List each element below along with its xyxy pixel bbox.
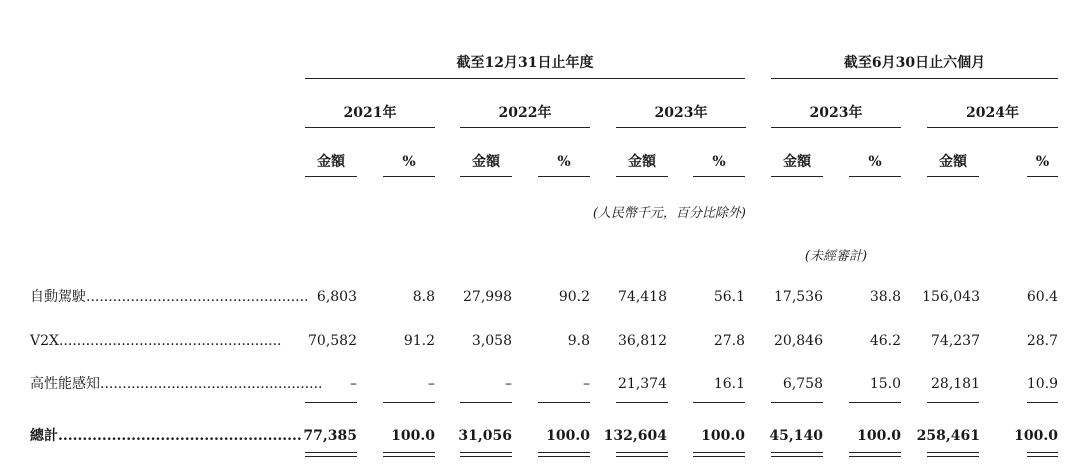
year-rule-2023	[616, 127, 746, 128]
subtotal-rule	[538, 402, 590, 403]
year-header-2022: 2022年	[498, 105, 552, 121]
subheader-underline	[849, 176, 901, 177]
table-cell: 36,812	[618, 333, 667, 349]
table-cell: –	[428, 376, 435, 392]
total-double-rule	[460, 452, 512, 457]
year-rule-2021	[305, 127, 435, 128]
table-cell: 3,058	[471, 333, 512, 349]
table-cell: 100.0	[857, 428, 901, 444]
row-label-text: 總計	[30, 428, 58, 444]
percent-subheader: %	[712, 154, 726, 170]
row-label-text: V2X	[30, 333, 59, 349]
table-cell: 91.2	[403, 333, 435, 349]
subtotal-rule	[771, 402, 823, 403]
amount-subheader: 金額	[783, 154, 811, 170]
table-cell: 17,536	[774, 289, 823, 305]
total-double-rule	[1027, 452, 1058, 457]
year-rule-2022	[460, 127, 590, 128]
percent-subheader: %	[557, 154, 571, 170]
table-cell: 70,582	[308, 333, 357, 349]
table-cell: 20,846	[774, 333, 823, 349]
dot-leader: ..................................................	[86, 289, 309, 305]
table-cell: 100.0	[546, 428, 590, 444]
table-cell: 100.0	[391, 428, 435, 444]
subtotal-rule	[1027, 402, 1058, 403]
subtotal-rule	[927, 402, 979, 403]
total-double-rule	[616, 452, 668, 457]
dot-leader: ..................................................	[58, 333, 282, 349]
percent-subheader: %	[1035, 154, 1050, 170]
subtotal-rule	[305, 402, 357, 403]
subheader-underline	[1027, 176, 1058, 177]
total-double-rule	[538, 452, 590, 457]
table-cell: 38.8	[869, 289, 901, 305]
subtotal-rule	[849, 402, 901, 403]
dot-leader: ..................................................	[58, 428, 302, 444]
year-header-2024-h1: 2024年	[966, 105, 1019, 121]
table-cell: 15.0	[869, 376, 901, 392]
subheader-underline	[305, 176, 357, 177]
table-cell: 60.4	[1026, 289, 1058, 305]
subheader-underline	[383, 176, 435, 177]
table-cell: 6,758	[782, 376, 823, 392]
table-cell: 31,056	[458, 428, 512, 444]
subheader-underline	[616, 176, 668, 177]
total-double-rule	[849, 452, 901, 457]
subheader-underline	[538, 176, 590, 177]
table-cell: 16.1	[713, 376, 745, 392]
year-rule-2024-h1	[927, 127, 1058, 128]
row-label-text: 高性能感知	[30, 376, 100, 392]
subtotal-rule	[693, 402, 745, 403]
subtotal-rule	[460, 402, 512, 403]
table-cell: 46.2	[869, 333, 901, 349]
table-cell: 132,604	[603, 428, 667, 444]
year-rule-2023-h1	[771, 127, 901, 128]
subheader-underline	[771, 176, 823, 177]
table-cell: 156,043	[922, 289, 980, 305]
unaudited-note: (未經審計)	[804, 249, 868, 264]
row-label-text: 自動駕駛	[30, 289, 86, 305]
table-cell: 100.0	[701, 428, 745, 444]
table-cell: –	[350, 376, 357, 392]
header-group-year-rule	[305, 78, 745, 79]
amount-subheader: 金額	[317, 154, 345, 170]
total-double-rule	[305, 452, 357, 457]
table-cell: 8.8	[412, 289, 435, 305]
percent-subheader: %	[868, 154, 882, 170]
table-cell: 28,181	[931, 376, 980, 392]
amount-subheader: 金額	[472, 154, 500, 170]
subtotal-rule	[383, 402, 435, 403]
amount-subheader: 金額	[628, 154, 656, 170]
percent-subheader: %	[402, 154, 416, 170]
table-cell: 90.2	[558, 289, 590, 305]
row-label-total	[30, 427, 302, 445]
subheader-underline	[693, 176, 745, 177]
header-group-six-months: 截至6月30日止六個月	[843, 55, 986, 71]
year-header-2021: 2021年	[343, 105, 397, 121]
table-cell: 45,140	[769, 428, 823, 444]
amount-subheader: 金額	[939, 154, 967, 170]
row-label-v2x	[30, 332, 292, 350]
header-group-year: 截至12月31日止年度	[456, 55, 594, 71]
table-cell: 56.1	[713, 289, 745, 305]
total-double-rule	[693, 452, 745, 457]
table-cell: –	[583, 376, 590, 392]
table-cell: 100.0	[1014, 428, 1058, 444]
table-cell: 9.8	[567, 333, 590, 349]
table-cell: 77,385	[303, 428, 357, 444]
table-cell: 27,998	[463, 289, 512, 305]
total-double-rule	[771, 452, 823, 457]
table-cell: 10.9	[1026, 376, 1058, 392]
subtotal-rule	[616, 402, 668, 403]
table-cell: 74,237	[931, 333, 980, 349]
dot-leader: ..................................................	[100, 376, 323, 392]
table-cell: 28.7	[1026, 333, 1058, 349]
table-cell: 27.8	[713, 333, 745, 349]
unit-note: (人民幣千元，百分比除外)	[592, 206, 746, 221]
table-cell: 6,803	[316, 289, 357, 305]
table-cell: 74,418	[618, 289, 667, 305]
row-label-autonomous-driving	[30, 288, 309, 306]
subheader-underline	[927, 176, 979, 177]
table-cell: 21,374	[618, 376, 667, 392]
subheader-underline	[460, 176, 512, 177]
table-cell: –	[505, 376, 512, 392]
year-header-2023: 2023年	[654, 105, 708, 121]
total-double-rule	[383, 452, 435, 457]
table-cell: 258,461	[916, 428, 980, 444]
header-group-six-months-rule	[771, 78, 1058, 79]
row-label-high-performance-sensing	[30, 375, 323, 393]
year-header-2023-h1: 2023年	[809, 105, 863, 121]
total-double-rule	[927, 452, 979, 457]
